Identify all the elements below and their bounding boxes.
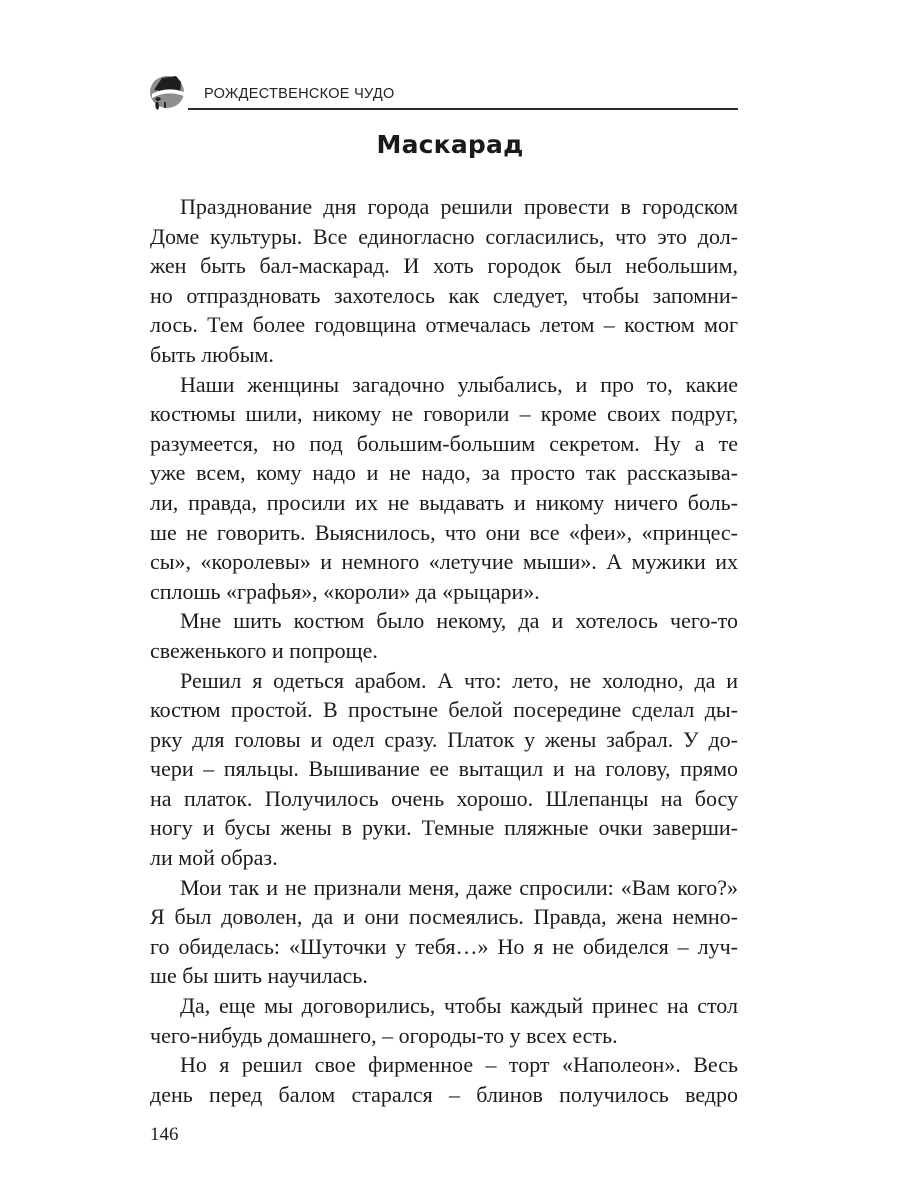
text-line: рку для головы и одел сразу. Платок у жены забрал. У до- (150, 726, 738, 752)
text-line: жен быть бал-маскарад. И хоть городок был небольшим, (150, 253, 738, 279)
paragraph (150, 873, 738, 991)
paragraph (150, 606, 738, 665)
chapter-title: Маскарад (376, 130, 524, 159)
text-line: Решил я одеться арабом. А что: лето, не холодно, да и (180, 667, 738, 693)
header-rule (188, 108, 738, 110)
text-line: Мне шить костюм было некому, да и хотелось чего-то (180, 608, 738, 634)
text-line: но отпраздновать захотелось как следует, чтобы запомни- (150, 282, 738, 308)
paragraph (150, 666, 738, 873)
paragraph (150, 1050, 738, 1109)
text-line: ше бы шить научилась. (150, 963, 368, 989)
text-line: Мои так и не признали меня, даже спросили: «Вам кого?» (180, 874, 738, 900)
paragraph (150, 370, 738, 607)
text-line: быть любым. (150, 341, 274, 367)
bell-icon (148, 72, 188, 112)
running-header (148, 72, 738, 116)
text-line: ше не говорить. Выяснилось, что они все «феи», «принцес- (150, 519, 738, 545)
paragraph (150, 192, 738, 370)
text-line: Доме культуры. Все единогласно согласились, что это дол- (150, 223, 738, 249)
page-number: 146 (150, 1124, 179, 1145)
text-line: чего-нибудь домашнего, – огороды-то у всех есть. (150, 1022, 618, 1048)
text-line: Я был доволен, да и они посмеялись. Правда, жена немно- (150, 904, 738, 930)
text-line: Да, еще мы договорились, чтобы каждый принес на стол (180, 993, 738, 1019)
text-line: лось. Тем более годовщина отмечалась летом – костюм мог (150, 312, 738, 338)
text-line: го обиделась: «Шуточки у тебя…» Но я не обиделся – луч- (150, 933, 738, 959)
text-line: на платок. Получилось очень хорошо. Шлепанцы на босу (150, 785, 738, 811)
text-line: ногу и бусы жены в руки. Темные пляжные очки заверши- (150, 815, 738, 841)
text-line: сплошь «графья», «короли» да «рыцари». (150, 578, 540, 604)
text-line: день перед балом старался – блинов получилось ведро (150, 1081, 738, 1107)
text-line: чери – пяльцы. Вышивание ее вытащил и на голову, прямо (150, 756, 738, 782)
text-line: сы», «королевы» и немного «летучие мыши». А мужики их (150, 549, 738, 575)
text-line: уже всем, кому надо и не надо, за просто так рассказыва- (150, 460, 738, 486)
text-line: костюмы шили, никому не говорили – кроме своих подруг, (150, 401, 738, 427)
text-line: свеженького и попроще. (150, 637, 378, 663)
text-line: Празднование дня города решили провести в городском (180, 194, 738, 219)
running-title: РОЖДЕСТВЕНСКОЕ ЧУДО (204, 86, 395, 102)
text-line: Наши женщины загадочно улыбались, и про то, какие (180, 371, 738, 397)
paragraph (150, 991, 738, 1050)
chapter-body (150, 192, 738, 1109)
text-line: разумеется, но под большим-большим секретом. Ну а те (150, 430, 738, 456)
text-line: костюм простой. В простыне белой посередине сделал ды- (150, 697, 738, 723)
text-line: ли, правда, просили их не выдавать и никому ничего боль- (150, 489, 738, 515)
text-line: ли мой образ. (150, 845, 278, 871)
text-line: Но я решил свое фирменное – торт «Наполеон». Весь (180, 1052, 738, 1078)
